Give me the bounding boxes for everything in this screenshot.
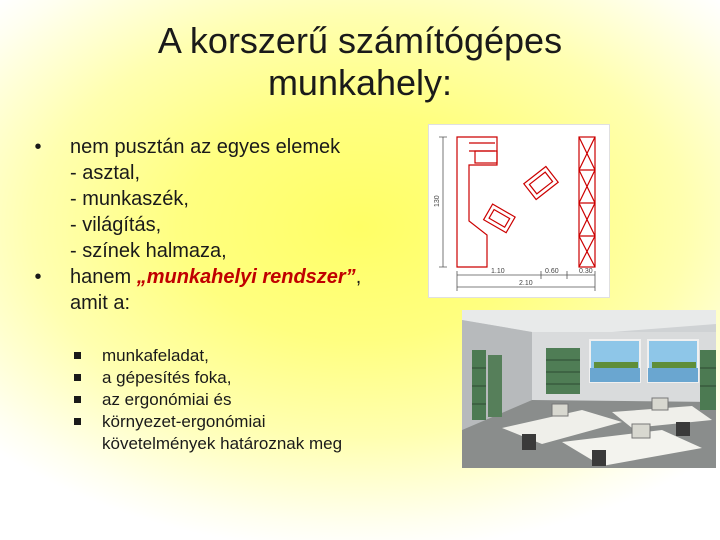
bullet-list [28, 134, 448, 316]
square-item-continuation: követelmények határoznak meg [102, 434, 343, 453]
square-item-text: munkafeladat, [102, 346, 209, 365]
desk-outline [457, 137, 497, 267]
drawer [475, 151, 497, 163]
bullet-text: nem pusztán az egyes elemek [70, 136, 341, 158]
bullet-prefix: hanem [70, 266, 137, 288]
dim-total-label: 2.10 [519, 280, 533, 287]
square-bullet-icon [74, 374, 81, 381]
square-bullet-icon [74, 418, 81, 425]
dim-label: 0.60 [545, 268, 559, 275]
square-item-text: a gépesítés foka, [102, 368, 232, 387]
slide-title [60, 20, 660, 104]
bullet-item-1 [28, 134, 448, 160]
square-item [72, 411, 432, 433]
sub-item: - munkaszék, [70, 188, 189, 210]
bullet-continuation: amit a: [70, 292, 131, 314]
dim-left-label: 130 [434, 195, 441, 207]
square-item [72, 389, 432, 411]
bullet-item-2 [28, 264, 448, 290]
shelf-cross [579, 137, 595, 267]
floor-plan-drawing [429, 125, 609, 297]
square-bullet-icon [74, 396, 81, 403]
bullet-suffix: , [355, 266, 362, 288]
dim-label: 0.30 [579, 268, 593, 275]
chair-shape [484, 204, 516, 233]
office-illustration [462, 310, 716, 468]
square-bullet-list [72, 345, 432, 455]
bullet-dot: • [34, 266, 42, 288]
office-rendering-image [462, 310, 716, 468]
square-bullet-icon [74, 352, 81, 359]
square-item-text: környezet-ergonómiai [102, 412, 266, 431]
bullet-highlight: „munkahelyi rendszer” [136, 266, 356, 288]
desk-detail [469, 143, 495, 151]
shelf-outline [579, 137, 595, 267]
square-item [72, 367, 432, 389]
square-item [72, 345, 432, 367]
sub-item: - világítás, [70, 214, 162, 236]
workstation-floor-plan [428, 124, 610, 298]
square-item-text: az ergonómiai és [102, 390, 232, 409]
title-line-1: A korszerű számítógépes [157, 20, 563, 61]
sub-item: - színek halmaza, [70, 240, 227, 262]
dim-label: 1.10 [491, 268, 505, 275]
bullet-dot: • [34, 136, 42, 158]
shelf-cross [579, 137, 595, 267]
title-line-2: munkahely: [267, 62, 453, 103]
monitor-shape [524, 167, 558, 200]
sub-item: - asztal, [70, 162, 141, 184]
shelf-divider [579, 170, 595, 236]
